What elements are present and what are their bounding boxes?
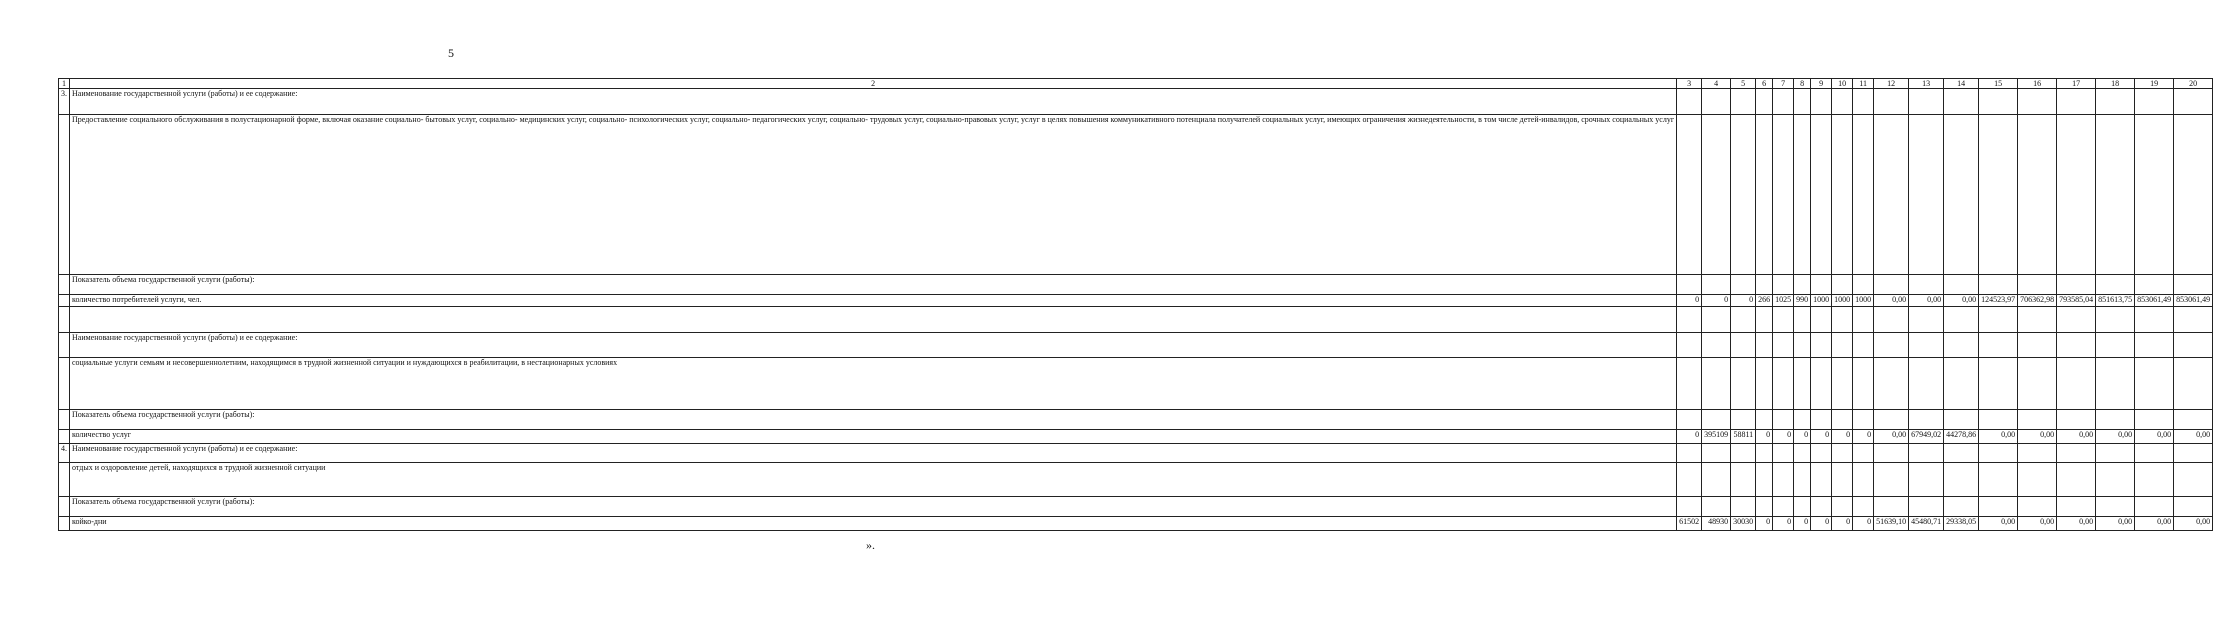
table-cell: 0 xyxy=(1811,430,1832,444)
table-cell: 0,00 xyxy=(2018,430,2057,444)
table-cell xyxy=(2174,89,2213,115)
table-row xyxy=(59,89,2213,115)
table-cell: 0 xyxy=(1756,517,1773,531)
table-cell xyxy=(1853,275,1874,295)
table-cell: 1000 xyxy=(1811,295,1832,307)
table-cell xyxy=(1853,333,1874,358)
table-cell: 851613,75 xyxy=(2096,295,2135,307)
table-cell xyxy=(1702,410,1731,430)
table-cell xyxy=(1979,358,2018,410)
table-cell xyxy=(1794,497,1811,517)
table-cell xyxy=(1979,444,2018,463)
table-cell xyxy=(1874,307,1909,333)
table-cell xyxy=(1731,333,1756,358)
table-cell xyxy=(2057,410,2096,430)
table-cell xyxy=(1832,444,1853,463)
table-cell xyxy=(2135,89,2174,115)
table-cell xyxy=(2096,497,2135,517)
table-cell: 0 xyxy=(1811,517,1832,531)
table-cell xyxy=(1909,497,1944,517)
table-cell xyxy=(2057,463,2096,497)
table-cell xyxy=(1794,89,1811,115)
table-cell xyxy=(1794,333,1811,358)
table-cell xyxy=(1756,497,1773,517)
table-cell xyxy=(1756,410,1773,430)
table-cell xyxy=(1853,444,1874,463)
table-cell xyxy=(2096,307,2135,333)
table-cell: 1025 xyxy=(1773,295,1794,307)
table-cell xyxy=(2018,89,2057,115)
table-cell xyxy=(1874,410,1909,430)
table-cell xyxy=(1853,307,1874,333)
column-header: 10 xyxy=(1832,79,1853,89)
table-cell xyxy=(1702,497,1731,517)
table-cell: 30030 xyxy=(1731,517,1756,531)
table-row xyxy=(59,497,2213,517)
table-cell: 0,00 xyxy=(1979,430,2018,444)
table-cell xyxy=(2174,410,2213,430)
table-cell xyxy=(1677,115,1702,275)
table-cell xyxy=(2018,115,2057,275)
table-cell xyxy=(1909,333,1944,358)
table-cell: 0 xyxy=(1773,430,1794,444)
table-cell: 0 xyxy=(1832,517,1853,531)
table-cell xyxy=(1756,89,1773,115)
table-cell xyxy=(1853,463,1874,497)
table-cell xyxy=(2057,333,2096,358)
table-cell xyxy=(1874,89,1909,115)
table-cell xyxy=(1874,497,1909,517)
table-cell xyxy=(1979,333,2018,358)
table-cell xyxy=(2096,463,2135,497)
table-cell xyxy=(1909,410,1944,430)
table-cell: 124523,97 xyxy=(1979,295,2018,307)
table-cell xyxy=(2096,89,2135,115)
table-cell: 853061,49 xyxy=(2174,295,2213,307)
table-cell xyxy=(1677,307,1702,333)
table-cell: 706362,98 xyxy=(2018,295,2057,307)
table-cell xyxy=(2135,463,2174,497)
table-cell xyxy=(1794,307,1811,333)
table-cell xyxy=(1874,463,1909,497)
column-header: 14 xyxy=(1944,79,1979,89)
table-cell xyxy=(1832,307,1853,333)
table-cell xyxy=(1677,89,1702,115)
table-cell xyxy=(1944,444,1979,463)
table-cell xyxy=(2018,497,2057,517)
table-cell xyxy=(1773,89,1794,115)
table-cell xyxy=(2174,333,2213,358)
column-header: 15 xyxy=(1979,79,2018,89)
table-cell: 51639,10 xyxy=(1874,517,1909,531)
row-label: Показатель объема государственной услуги (работы): xyxy=(70,275,1677,295)
table-cell xyxy=(1794,463,1811,497)
table-cell xyxy=(1773,333,1794,358)
column-header: 7 xyxy=(1773,79,1794,89)
table-cell xyxy=(1811,307,1832,333)
table-cell xyxy=(2096,444,2135,463)
table-cell xyxy=(1811,463,1832,497)
table-cell xyxy=(2135,410,2174,430)
table-cell xyxy=(1979,307,2018,333)
row-number: 3. xyxy=(59,89,70,115)
table-cell: 0,00 xyxy=(1909,295,1944,307)
table-cell: 0 xyxy=(1702,295,1731,307)
table-row xyxy=(59,444,2213,463)
table-cell xyxy=(1944,307,1979,333)
row-number xyxy=(59,358,70,410)
table-cell: 48930 xyxy=(1702,517,1731,531)
table-cell xyxy=(1731,463,1756,497)
column-header: 9 xyxy=(1811,79,1832,89)
table-cell xyxy=(1874,115,1909,275)
row-label: отдых и оздоровление детей, находящихся в трудной жизненной ситуации xyxy=(70,463,1677,497)
table-cell xyxy=(1773,497,1794,517)
table-cell xyxy=(2135,333,2174,358)
table-cell xyxy=(1874,275,1909,295)
column-header: 13 xyxy=(1909,79,1944,89)
row-label: Наименование государственной услуги (работы) и ее содержание: xyxy=(70,89,1677,115)
table-cell xyxy=(1944,358,1979,410)
table-cell xyxy=(1909,115,1944,275)
table-cell xyxy=(1909,463,1944,497)
table-cell xyxy=(1832,115,1853,275)
table-cell xyxy=(1773,444,1794,463)
table-row xyxy=(59,358,2213,410)
row-label: койко-дни xyxy=(70,517,1677,531)
row-label: Наименование государственной услуги (работы) и ее содержание: xyxy=(70,333,1677,358)
table-cell: 0 xyxy=(1756,430,1773,444)
table-cell xyxy=(2174,307,2213,333)
row-label xyxy=(70,307,1677,333)
table-cell xyxy=(2174,463,2213,497)
column-header: 8 xyxy=(1794,79,1811,89)
table-cell xyxy=(1944,115,1979,275)
column-header: 6 xyxy=(1756,79,1773,89)
table-cell xyxy=(2135,275,2174,295)
table-cell xyxy=(1702,89,1731,115)
table-cell xyxy=(1773,115,1794,275)
table-cell xyxy=(2174,497,2213,517)
table-cell xyxy=(2096,333,2135,358)
column-number-row xyxy=(59,79,2213,89)
table-cell xyxy=(1811,497,1832,517)
table-cell xyxy=(1979,463,2018,497)
table-cell xyxy=(1731,115,1756,275)
table-cell xyxy=(1944,410,1979,430)
table-cell xyxy=(1832,275,1853,295)
table-cell xyxy=(1773,358,1794,410)
table-cell: 0 xyxy=(1731,295,1756,307)
table-cell xyxy=(1832,358,1853,410)
table-cell xyxy=(1702,333,1731,358)
table-cell: 0 xyxy=(1853,517,1874,531)
table-cell: 0,00 xyxy=(1874,430,1909,444)
table-cell xyxy=(1794,410,1811,430)
row-label: количество потребителей услуги, чел. xyxy=(70,295,1677,307)
table-cell: 0 xyxy=(1832,430,1853,444)
table-cell xyxy=(1979,497,2018,517)
row-label: Предоставление социального обслуживания в полустационарной форме, включая оказание социально- бытовых услуг, социально- медицинских услуг, социально- психологических услуг, социально- педагогических услуг, социально- трудовых услуг, социально-правовых услуг, услуг в целях повышения коммуникативного потенциала получателей социальных услуг, имеющих ограничения жизнедеятельности, в том числе детей-инвалидов, срочных социальных услуг xyxy=(70,115,1677,275)
table-cell xyxy=(1677,444,1702,463)
table-cell xyxy=(1731,497,1756,517)
table-cell xyxy=(2057,444,2096,463)
table-cell xyxy=(1874,333,1909,358)
table-cell xyxy=(1944,463,1979,497)
table-cell xyxy=(1773,275,1794,295)
table-cell: 1000 xyxy=(1853,295,1874,307)
table-cell xyxy=(2174,115,2213,275)
table-cell: 67949,02 xyxy=(1909,430,1944,444)
row-number xyxy=(59,275,70,295)
table-cell xyxy=(1731,89,1756,115)
table-cell xyxy=(1832,497,1853,517)
table-cell xyxy=(1944,275,1979,295)
table-cell xyxy=(2018,333,2057,358)
table-cell xyxy=(1832,410,1853,430)
table-cell: 0,00 xyxy=(2174,517,2213,531)
table-cell: 44278,86 xyxy=(1944,430,1979,444)
table-cell xyxy=(1702,275,1731,295)
table-cell xyxy=(1811,358,1832,410)
table-cell xyxy=(1853,410,1874,430)
table-cell: 0,00 xyxy=(2096,430,2135,444)
table-cell xyxy=(1677,358,1702,410)
column-header: 5 xyxy=(1731,79,1756,89)
table-cell: 0 xyxy=(1677,295,1702,307)
row-label: Показатель объема государственной услуги (работы): xyxy=(70,410,1677,430)
table-cell xyxy=(1909,89,1944,115)
table-cell xyxy=(1756,307,1773,333)
table-cell xyxy=(1853,358,1874,410)
table-row xyxy=(59,333,2213,358)
table-cell: 0,00 xyxy=(2096,517,2135,531)
table-cell: 1000 xyxy=(1832,295,1853,307)
table-cell: 0 xyxy=(1773,517,1794,531)
row-number xyxy=(59,430,70,444)
table-cell xyxy=(2057,497,2096,517)
table-cell: 793585,04 xyxy=(2057,295,2096,307)
table-cell xyxy=(1979,275,2018,295)
table-cell xyxy=(2018,444,2057,463)
table-cell xyxy=(1811,275,1832,295)
table-cell xyxy=(1756,275,1773,295)
table-cell xyxy=(2057,89,2096,115)
table-cell xyxy=(2057,275,2096,295)
table-cell xyxy=(1811,410,1832,430)
table-cell xyxy=(2018,410,2057,430)
table-cell xyxy=(1832,89,1853,115)
table-cell xyxy=(1979,89,2018,115)
row-label: количество услуг xyxy=(70,430,1677,444)
table-cell xyxy=(1677,333,1702,358)
table-cell xyxy=(1677,463,1702,497)
table-cell xyxy=(1773,463,1794,497)
column-header: 18 xyxy=(2096,79,2135,89)
table-cell xyxy=(2018,275,2057,295)
column-header: 17 xyxy=(2057,79,2096,89)
table-cell xyxy=(1944,333,1979,358)
table-cell xyxy=(1909,307,1944,333)
table-cell xyxy=(2135,307,2174,333)
table-cell: 266 xyxy=(1756,295,1773,307)
table-cell: 0,00 xyxy=(2057,517,2096,531)
table-cell xyxy=(1794,275,1811,295)
table-cell xyxy=(1979,115,2018,275)
table-cell xyxy=(1756,333,1773,358)
table-cell xyxy=(1731,358,1756,410)
table-cell: 0,00 xyxy=(2174,430,2213,444)
table-cell xyxy=(2096,358,2135,410)
table-row xyxy=(59,295,2213,307)
table-row xyxy=(59,275,2213,295)
row-number: 4. xyxy=(59,444,70,463)
table-cell xyxy=(2135,497,2174,517)
row-number xyxy=(59,410,70,430)
table-cell: 29338,05 xyxy=(1944,517,1979,531)
table-cell xyxy=(1702,307,1731,333)
row-number xyxy=(59,115,70,275)
table-cell xyxy=(2174,358,2213,410)
table-cell xyxy=(1731,275,1756,295)
table-cell xyxy=(1756,358,1773,410)
table-cell xyxy=(1756,115,1773,275)
column-header: 4 xyxy=(1702,79,1731,89)
table-cell xyxy=(1702,463,1731,497)
table-cell: 0 xyxy=(1794,430,1811,444)
table-cell xyxy=(1794,115,1811,275)
table-cell xyxy=(2057,358,2096,410)
table-cell: 0,00 xyxy=(2135,430,2174,444)
table-cell xyxy=(2018,463,2057,497)
row-label: социальные услуги семьям и несовершеннолетним, находящимся в трудной жизненной ситуации и нуждающихся в реабилитации, в нестационарных условиях xyxy=(70,358,1677,410)
column-header: 16 xyxy=(2018,79,2057,89)
row-label: Показатель объема государственной услуги (работы): xyxy=(70,497,1677,517)
table-cell xyxy=(1773,410,1794,430)
table-cell xyxy=(1702,358,1731,410)
column-header: 1 xyxy=(59,79,70,89)
table-cell xyxy=(1979,410,2018,430)
table-row xyxy=(59,115,2213,275)
table-cell xyxy=(1773,307,1794,333)
table-cell xyxy=(1794,358,1811,410)
column-header: 3 xyxy=(1677,79,1702,89)
table-cell xyxy=(2096,275,2135,295)
table-cell: 0,00 xyxy=(2135,517,2174,531)
table-cell xyxy=(2057,307,2096,333)
column-header: 12 xyxy=(1874,79,1909,89)
row-number xyxy=(59,295,70,307)
table-cell xyxy=(1832,463,1853,497)
table-cell xyxy=(1811,444,1832,463)
table-cell xyxy=(1702,115,1731,275)
table-cell xyxy=(1731,307,1756,333)
table-cell xyxy=(1731,444,1756,463)
table-cell xyxy=(2174,444,2213,463)
table-cell: 0 xyxy=(1794,517,1811,531)
table-cell xyxy=(1794,444,1811,463)
table-cell: 853061,49 xyxy=(2135,295,2174,307)
table-cell xyxy=(1874,358,1909,410)
table-cell: 45480,71 xyxy=(1909,517,1944,531)
closing-quote: ». xyxy=(866,538,875,552)
table-cell xyxy=(2057,115,2096,275)
table-cell: 0,00 xyxy=(1944,295,1979,307)
table-cell xyxy=(1811,115,1832,275)
table-cell xyxy=(1677,410,1702,430)
table-cell: 990 xyxy=(1794,295,1811,307)
column-header: 19 xyxy=(2135,79,2174,89)
table-cell: 0,00 xyxy=(1874,295,1909,307)
row-number xyxy=(59,307,70,333)
row-number xyxy=(59,333,70,358)
row-number xyxy=(59,517,70,531)
table-cell xyxy=(1909,444,1944,463)
table-cell: 0 xyxy=(1677,430,1702,444)
row-number xyxy=(59,497,70,517)
table-cell xyxy=(1731,410,1756,430)
table-cell: 395109 xyxy=(1702,430,1731,444)
table-cell xyxy=(1677,275,1702,295)
table-cell xyxy=(2174,275,2213,295)
table-cell xyxy=(2096,115,2135,275)
column-header: 11 xyxy=(1853,79,1874,89)
column-header: 20 xyxy=(2174,79,2213,89)
table-cell: 58811 xyxy=(1731,430,1756,444)
table-cell xyxy=(2135,115,2174,275)
table-cell xyxy=(2135,444,2174,463)
table-cell xyxy=(2018,358,2057,410)
table-cell xyxy=(1677,497,1702,517)
table-cell xyxy=(1811,333,1832,358)
table-row xyxy=(59,463,2213,497)
table-row xyxy=(59,430,2213,444)
table-cell: 0,00 xyxy=(2018,517,2057,531)
table-cell xyxy=(1874,444,1909,463)
table-cell: 0,00 xyxy=(1979,517,2018,531)
table-cell xyxy=(1909,275,1944,295)
table-cell xyxy=(2018,307,2057,333)
table-cell xyxy=(1853,497,1874,517)
page-number: 5 xyxy=(448,46,454,60)
table-cell xyxy=(2096,410,2135,430)
budget-table xyxy=(58,78,2213,531)
table-cell xyxy=(1756,463,1773,497)
table-cell xyxy=(1756,444,1773,463)
row-number xyxy=(59,463,70,497)
table-cell xyxy=(1853,115,1874,275)
table-cell xyxy=(1909,358,1944,410)
table-row xyxy=(59,517,2213,531)
table-cell: 61502 xyxy=(1677,517,1702,531)
table-cell xyxy=(1702,444,1731,463)
table-cell xyxy=(1944,497,1979,517)
column-header: 2 xyxy=(70,79,1677,89)
table-row xyxy=(59,307,2213,333)
table-cell xyxy=(2135,358,2174,410)
table-row xyxy=(59,410,2213,430)
table-cell xyxy=(1811,89,1832,115)
table-cell xyxy=(1853,89,1874,115)
table-cell: 0 xyxy=(1853,430,1874,444)
table-cell xyxy=(1944,89,1979,115)
row-label: Наименование государственной услуги (работы) и ее содержание: xyxy=(70,444,1677,463)
table-cell xyxy=(1832,333,1853,358)
table-cell: 0,00 xyxy=(2057,430,2096,444)
